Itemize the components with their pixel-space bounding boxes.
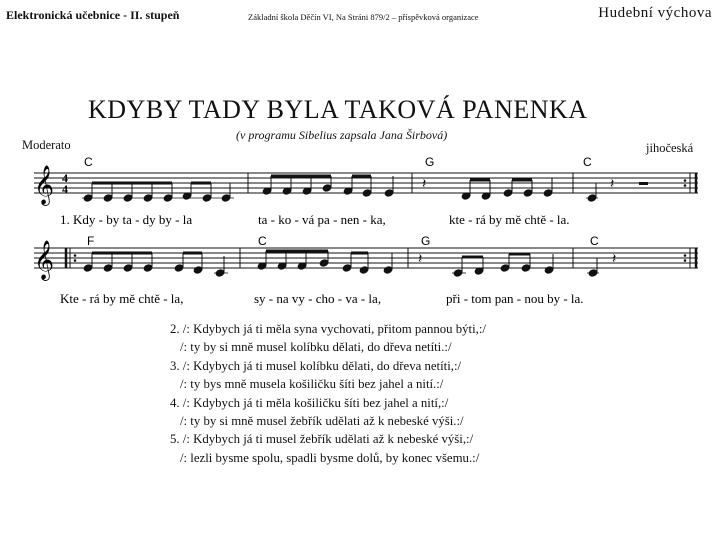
chord-symbol: C	[84, 155, 93, 169]
verse-line: /: lezli bysme spolu, spadli bysme dolů, by konec všemu.:/	[180, 450, 480, 465]
treble-clef-icon: 𝄞	[34, 165, 55, 205]
svg-text:𝄽: 𝄽	[422, 176, 427, 192]
chord-symbols-staff-1	[84, 155, 592, 169]
svg-text:𝄽: 𝄽	[610, 176, 615, 192]
chord-symbol: C	[590, 234, 599, 248]
treble-clef-icon: 𝄞	[34, 240, 55, 280]
header-course-title: Elektronická učebnice - II. stupeň	[6, 8, 180, 22]
time-signature-bottom: 4	[62, 182, 68, 196]
lyric-phrase: 1. Kdy - by ta - dy by - la	[60, 212, 193, 227]
header-school-name: Základní škola Děčín VI, Na Stráni 879/2 – příspěvková organizace	[248, 12, 479, 22]
verses-block	[170, 320, 486, 467]
chord-symbol: C	[583, 155, 592, 169]
svg-text:𝄽: 𝄽	[612, 251, 617, 267]
notes-staff-1-measure-4	[586, 176, 648, 202]
song-title: KDYBY TADY BYLA TAKOVÁ PANENKA	[88, 95, 588, 124]
verse-line: 3. /: Kdybych já ti musel kolíbku dělati, do dřeva netíti,:/	[170, 358, 462, 373]
lyric-phrase: při - tom pan - nou by - la.	[446, 291, 584, 306]
time-signature-top: 4	[62, 171, 68, 185]
verse-line: 2. /: Kdybych já ti měla syna vychovati, přitom pannou býti,:/	[170, 322, 486, 336]
lyric-phrase: kte - rá by mě chtě - la.	[449, 212, 570, 227]
verse-line: 4. /: Kdybych já ti měla košiličku šíti bez jahel a nití,:/	[170, 395, 449, 410]
verse-line: /: ty by si mně musel žebřík udělati až k nebeské výši.:/	[180, 414, 464, 429]
lyrics-staff-1	[60, 212, 570, 227]
svg-text:𝄽: 𝄽	[418, 251, 423, 267]
notes-staff-2-measure-1	[83, 253, 228, 277]
chord-symbol: C	[258, 234, 267, 248]
chord-symbol: F	[87, 234, 95, 248]
notes-staff-2-measure-3	[418, 251, 554, 277]
lyric-phrase: ta - ko - vá pa - nen - ka,	[258, 212, 386, 227]
notes-staff-1-measure-2	[262, 176, 394, 197]
lyric-phrase: sy - na vy - cho - va - la,	[254, 291, 382, 306]
lyrics-staff-2	[60, 291, 584, 306]
chord-symbols-staff-2	[87, 234, 599, 248]
chord-symbol: G	[421, 234, 431, 248]
verse-line: /: ty by si mně musel kolíbku dělati, do dřeva netíti.:/	[180, 340, 452, 355]
verse-line: 5. /: Kdybych já ti musel žebřík udělati až k nebeské výši,:/	[170, 432, 474, 447]
header-subject: Hudební výchova	[598, 5, 712, 21]
staff-2	[34, 248, 698, 268]
lyric-phrase: Kte - rá by mě chtě - la,	[60, 291, 184, 306]
song-subtitle: (v programu Sibelius zapsala Jana Širbová)	[236, 128, 448, 142]
tempo-marking: Moderato	[22, 138, 71, 152]
verse-line: /: ty bys mně musela košiličku šíti bez jahel a nití.:/	[180, 377, 444, 392]
song-origin: jihočeská	[646, 141, 694, 155]
notes-staff-2-measure-4	[587, 251, 616, 277]
chord-symbol: G	[425, 155, 435, 169]
